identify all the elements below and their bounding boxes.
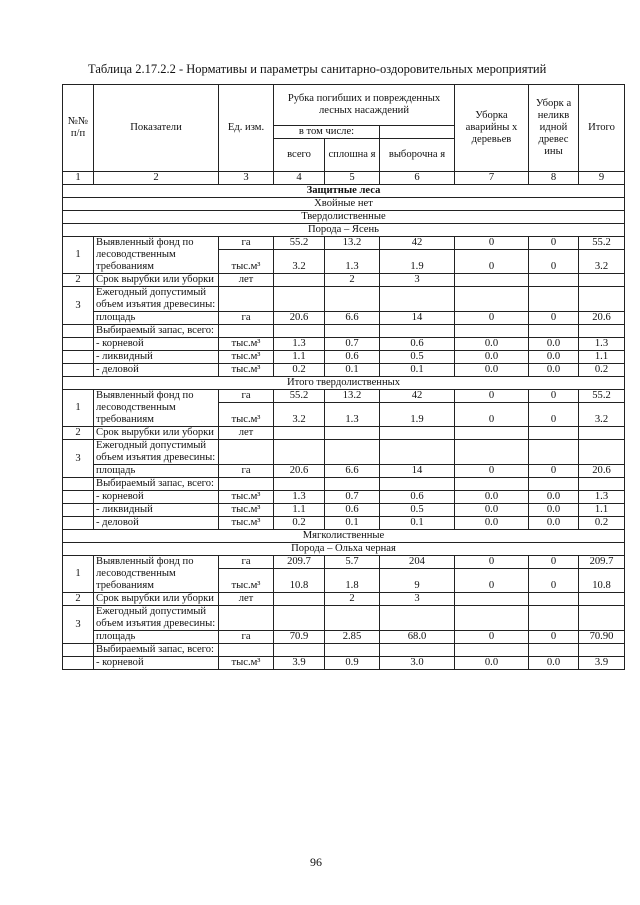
unit-cell: га (219, 312, 274, 325)
value-cell: 0.6 (325, 504, 380, 517)
row-label: Ежегодный допустимый объем изъятия древесины: (94, 287, 219, 312)
row-label: Ежегодный допустимый объем изъятия древесины: (94, 440, 219, 465)
value-cell: 0 (529, 403, 579, 427)
row-label: - деловой (94, 364, 219, 377)
row-label: Выявленный фонд по лесоводственным требованиям (94, 556, 219, 593)
value-cell: 0.2 (579, 517, 625, 530)
colnum: 6 (380, 172, 455, 185)
value-cell: 0.1 (325, 364, 380, 377)
value-cell: 0 (455, 390, 529, 403)
value-cell: 1.3 (579, 491, 625, 504)
value-cell: 3.2 (274, 403, 325, 427)
colnum: 4 (274, 172, 325, 185)
unit-cell: лет (219, 593, 274, 606)
value-cell: 3 (380, 274, 455, 287)
value-cell: 55.2 (579, 237, 625, 250)
value-cell: 0 (529, 312, 579, 325)
row-label: Выявленный фонд по лесоводственным требованиям (94, 237, 219, 274)
row-num: 2 (63, 274, 94, 287)
value-cell: 1.1 (579, 504, 625, 517)
page-number: 96 (310, 855, 322, 869)
value-cell: 0.0 (529, 517, 579, 530)
row-num: 3 (63, 440, 94, 478)
unit-cell: га (219, 390, 274, 403)
value-cell: 209.7 (274, 556, 325, 569)
value-cell: 1.9 (380, 250, 455, 274)
value-cell: 0.0 (529, 491, 579, 504)
value-cell: 55.2 (274, 237, 325, 250)
header-indicators: Показатели (94, 85, 219, 172)
value-cell: 5.7 (325, 556, 380, 569)
value-cell: 0.5 (380, 351, 455, 364)
value-cell: 0 (455, 403, 529, 427)
value-cell: 6.6 (325, 312, 380, 325)
value-cell: 13.2 (325, 390, 380, 403)
colnum: 5 (325, 172, 380, 185)
value-cell: 204 (380, 556, 455, 569)
value-cell: 0.1 (325, 517, 380, 530)
row-num: 2 (63, 593, 94, 606)
value-cell: 1.3 (274, 491, 325, 504)
value-cell: 0.1 (380, 364, 455, 377)
header-including: в том числе: (274, 126, 380, 139)
header-felling: Рубка погибших и поврежденных лесных насаждений (274, 85, 455, 126)
value-cell: 0 (529, 631, 579, 644)
header-emergency: Уборка аварийны х деревьев (455, 85, 529, 172)
header-selective: выборочна я (380, 139, 455, 172)
row-label: площадь (94, 312, 219, 325)
unit-cell: тыс.м³ (219, 364, 274, 377)
value-cell: 0.6 (380, 338, 455, 351)
header-clear: сплошна я (325, 139, 380, 172)
value-cell: 0.0 (455, 504, 529, 517)
value-cell: 20.6 (274, 312, 325, 325)
value-cell: 3 (380, 593, 455, 606)
value-cell (579, 274, 625, 287)
colnum: 1 (63, 172, 94, 185)
section-title: Итого твердолиственных (63, 377, 625, 390)
value-cell: 13.2 (325, 237, 380, 250)
value-cell: 3.2 (274, 250, 325, 274)
value-cell: 0 (455, 250, 529, 274)
value-cell (274, 274, 325, 287)
value-cell: 70.9 (274, 631, 325, 644)
value-cell: 0.0 (529, 364, 579, 377)
value-cell: 1.9 (380, 403, 455, 427)
value-cell: 0.6 (380, 491, 455, 504)
value-cell: 20.6 (274, 465, 325, 478)
value-cell: 20.6 (579, 465, 625, 478)
colnum: 3 (219, 172, 274, 185)
value-cell: 0.0 (529, 338, 579, 351)
section-title: Порода – Ольха черная (63, 543, 625, 556)
value-cell: 0.9 (325, 657, 380, 670)
value-cell: 0.2 (579, 364, 625, 377)
value-cell: 0.0 (455, 517, 529, 530)
row-label: - ликвидный (94, 351, 219, 364)
value-cell (274, 593, 325, 606)
row-label: - корневой (94, 491, 219, 504)
value-cell: 0.7 (325, 338, 380, 351)
value-cell: 2 (325, 593, 380, 606)
colnum: 7 (455, 172, 529, 185)
value-cell: 0.0 (529, 504, 579, 517)
value-cell: 1.3 (325, 403, 380, 427)
row-num: 3 (63, 606, 94, 644)
unit-cell: тыс.м³ (219, 517, 274, 530)
unit-cell: лет (219, 274, 274, 287)
value-cell: 0 (455, 312, 529, 325)
value-cell: 0 (529, 250, 579, 274)
value-cell (455, 274, 529, 287)
unit-cell: тыс.м³ (219, 351, 274, 364)
section-title: Мягколиственные (63, 530, 625, 543)
header-num: №№ п/п (63, 85, 94, 172)
table-caption: Таблица 2.17.2.2 - Нормативы и параметры санитарно-оздоровительных мероприятий (88, 62, 547, 76)
value-cell: 9 (380, 569, 455, 593)
row-label: - корневой (94, 657, 219, 670)
header-total: всего (274, 139, 325, 172)
value-cell: 0.0 (455, 338, 529, 351)
value-cell: 0.6 (325, 351, 380, 364)
value-cell: 0 (455, 569, 529, 593)
value-cell: 1.8 (325, 569, 380, 593)
row-num: 2 (63, 427, 94, 440)
value-cell: 0 (529, 465, 579, 478)
row-label: Выявленный фонд по лесоводственным требованиям (94, 390, 219, 427)
unit-cell: тыс.м³ (219, 403, 274, 427)
row-num: 1 (63, 237, 94, 274)
value-cell: 10.8 (274, 569, 325, 593)
unit-cell: га (219, 465, 274, 478)
row-label: - ликвидный (94, 504, 219, 517)
row-label: - деловой (94, 517, 219, 530)
value-cell (529, 274, 579, 287)
value-cell: 3.2 (579, 403, 625, 427)
value-cell: 3.2 (579, 250, 625, 274)
value-cell: 14 (380, 465, 455, 478)
unit-cell: тыс.м³ (219, 338, 274, 351)
unit-cell: тыс.м³ (219, 657, 274, 670)
unit-cell: тыс.м³ (219, 504, 274, 517)
value-cell: 1.1 (274, 351, 325, 364)
value-cell: 55.2 (579, 390, 625, 403)
value-cell: 2.85 (325, 631, 380, 644)
value-cell: 0.2 (274, 517, 325, 530)
norms-table (62, 84, 625, 670)
value-cell: 0.7 (325, 491, 380, 504)
colnum: 8 (529, 172, 579, 185)
value-cell: 3.0 (380, 657, 455, 670)
value-cell: 6.6 (325, 465, 380, 478)
value-cell: 0 (529, 390, 579, 403)
value-cell: 3.9 (579, 657, 625, 670)
row-label: площадь (94, 465, 219, 478)
value-cell: 1.1 (579, 351, 625, 364)
value-cell: 0 (455, 631, 529, 644)
value-cell: 42 (380, 237, 455, 250)
row-label: - корневой (94, 338, 219, 351)
section-title: Хвойные нет (63, 198, 625, 211)
unit-cell: тыс.м³ (219, 569, 274, 593)
value-cell: 0.5 (380, 504, 455, 517)
row-num: 1 (63, 390, 94, 427)
value-cell: 209.7 (579, 556, 625, 569)
row-label: Срок вырубки или уборки (94, 427, 219, 440)
header-itogo: Итого (579, 85, 625, 172)
value-cell: 1.3 (325, 250, 380, 274)
row-label: Ежегодный допустимый объем изъятия древесины: (94, 606, 219, 631)
row-label: Срок вырубки или уборки (94, 593, 219, 606)
value-cell: 0 (455, 465, 529, 478)
row-label: Выбираемый запас, всего: (94, 644, 219, 657)
value-cell: 55.2 (274, 390, 325, 403)
value-cell: 2 (325, 274, 380, 287)
value-cell: 0.1 (380, 517, 455, 530)
unit-cell: га (219, 237, 274, 250)
unit-cell: га (219, 556, 274, 569)
value-cell: 0 (455, 556, 529, 569)
section-title: Защитные леса (63, 185, 625, 198)
value-cell: 0 (529, 237, 579, 250)
row-num: 1 (63, 556, 94, 593)
header-unit: Ед. изм. (219, 85, 274, 172)
value-cell: 0.0 (455, 657, 529, 670)
value-cell: 0.0 (455, 351, 529, 364)
value-cell: 0.0 (529, 351, 579, 364)
value-cell: 0.0 (529, 657, 579, 670)
unit-cell: тыс.м³ (219, 491, 274, 504)
value-cell: 0.0 (455, 491, 529, 504)
header-illiquid: Уборк а неликв идной древес ины (529, 85, 579, 172)
value-cell: 42 (380, 390, 455, 403)
unit-cell: лет (219, 427, 274, 440)
value-cell: 0 (529, 569, 579, 593)
value-cell: 0 (455, 237, 529, 250)
value-cell: 14 (380, 312, 455, 325)
value-cell: 1.3 (579, 338, 625, 351)
value-cell: 0.2 (274, 364, 325, 377)
row-label: Выбираемый запас, всего: (94, 325, 219, 338)
row-num: 3 (63, 287, 94, 325)
value-cell: 68.0 (380, 631, 455, 644)
row-label: площадь (94, 631, 219, 644)
unit-cell: га (219, 631, 274, 644)
value-cell: 1.1 (274, 504, 325, 517)
value-cell: 1.3 (274, 338, 325, 351)
value-cell: 3.9 (274, 657, 325, 670)
unit-cell: тыс.м³ (219, 250, 274, 274)
section-title: Порода – Ясень (63, 224, 625, 237)
row-label: Выбираемый запас, всего: (94, 478, 219, 491)
value-cell: 0.0 (455, 364, 529, 377)
colnum: 2 (94, 172, 219, 185)
row-label: Срок вырубки или уборки (94, 274, 219, 287)
section-title: Твердолиственные (63, 211, 625, 224)
value-cell: 70.90 (579, 631, 625, 644)
value-cell: 0 (529, 556, 579, 569)
colnum: 9 (579, 172, 625, 185)
value-cell: 20.6 (579, 312, 625, 325)
value-cell: 10.8 (579, 569, 625, 593)
